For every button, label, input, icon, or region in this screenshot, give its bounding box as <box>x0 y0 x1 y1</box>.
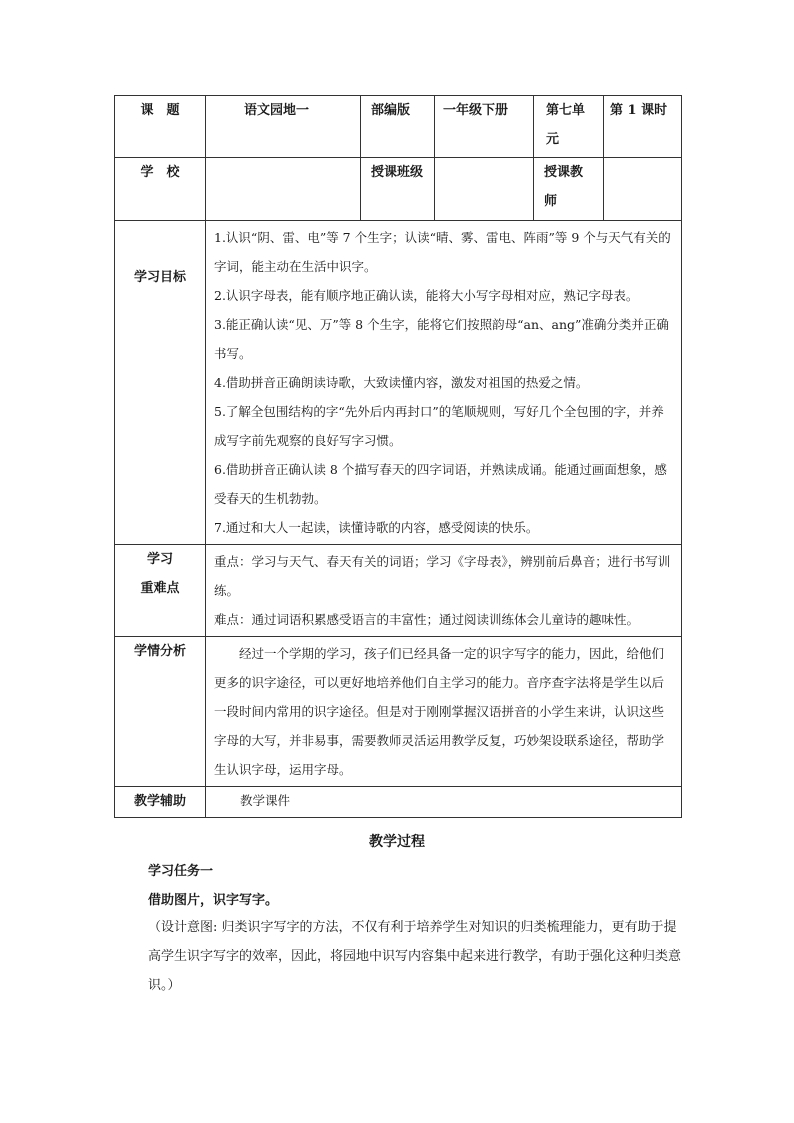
unit: 第七单元 <box>534 96 604 158</box>
topic-value: 语文园地一 <box>206 96 361 158</box>
key-points-cell <box>206 545 682 637</box>
analysis-text: 经过一个学期的学习，孩子们已经具备一定的识字写字的能力，因此，给他们更多的识字途径，可以更好地培养他们自主学习的能力。音序查字法将是学生以后一段时间内常用的识字途径。但是对于刚刚掌握汉语拼音的小学生来讲，认识这些字母的大写，并非易事，需要教师灵活运用教学反复，巧妙架设联系途径，帮助学生认识字母，运用字母。 <box>214 646 665 777</box>
topic-label: 课 题 <box>115 96 206 158</box>
analysis-label: 学情分析 <box>115 637 206 787</box>
edition: 部编版 <box>361 96 435 158</box>
analysis-cell <box>206 637 682 787</box>
design-intent-block <box>148 913 682 1000</box>
teacher-value <box>604 158 682 221</box>
key-focus: 重点：学习与天气、春天有关的词语；学习《字母表》，辨别前后鼻音；进行书写训练。 <box>214 554 671 598</box>
objectives-cell <box>206 221 682 545</box>
grade: 一年级下册 <box>435 96 534 158</box>
process-title: 教学过程 <box>369 834 425 850</box>
aids-value: 教学课件 <box>206 787 682 818</box>
aids-row <box>115 787 682 818</box>
key-points-label-line1: 学习 <box>146 552 173 567</box>
objective-item: 2.认识字母表，能有顺序地正确认读，能将大小写字母相对应，熟记字母表。 <box>214 288 639 303</box>
objective-item: 1.认识“阴、雷、电”等 7 个生字；认读“晴、雾、雷电、阵雨”等 9 个与天气有关的字词，能主动在生活中识字。 <box>214 230 671 274</box>
school-value <box>206 158 361 221</box>
class-label: 授课班级 <box>361 158 435 221</box>
objective-item: 5.了解全包围结构的字“先外后内再封口”的笔顺规则，写好几个全包围的字，并养成写字前先观察的良好写字习惯。 <box>214 404 664 448</box>
key-points-row <box>115 545 682 637</box>
lesson-info-table <box>114 95 682 818</box>
design-intent: （设计意图: 归类识字写字的方法，不仅有利于培养学生对知识的归类梳理能力，更有助于提高学生识字写字的效率，因此，将园地中识写内容集中起来进行教学，有助于强化这种归类意识。） <box>148 920 682 993</box>
header-row <box>115 96 682 158</box>
class-value <box>435 158 534 221</box>
objective-item: 6.借助拼音正确认读 8 个描写春天的四字词语，并熟读成诵。能通过画面想象，感受春天的生机勃勃。 <box>214 462 667 506</box>
objectives-row <box>115 221 682 545</box>
period: 第 1 课时 <box>604 96 682 158</box>
objective-item: 3.能正确认读“见、万”等 8 个生字，能将它们按照韵母“an、ang”准确分类并正确书写。 <box>214 317 669 361</box>
objectives-label: 学习目标 <box>115 221 206 545</box>
task-title: 学习任务一 <box>148 864 214 879</box>
analysis-row <box>115 637 682 787</box>
school-label: 学 校 <box>115 158 206 221</box>
objective-item: 7.通过和大人一起读，读懂诗歌的内容，感受阅读的快乐。 <box>214 520 539 535</box>
key-difficulty: 难点：通过词语积累感受语言的丰富性；通过阅读训练体会儿童诗的趣味性。 <box>214 612 640 627</box>
task-subtitle: 借助图片，识字写字。 <box>148 893 279 908</box>
aids-label: 教学辅助 <box>115 787 206 818</box>
school-row <box>115 158 682 221</box>
teacher-label: 授课教师 <box>534 158 604 221</box>
process-section <box>148 857 688 915</box>
key-points-label <box>115 545 206 637</box>
key-points-label-line2: 重难点 <box>140 581 180 596</box>
objective-item: 4.借助拼音正确朗读诗歌，大致读懂内容，激发对祖国的热爱之情。 <box>214 375 589 390</box>
